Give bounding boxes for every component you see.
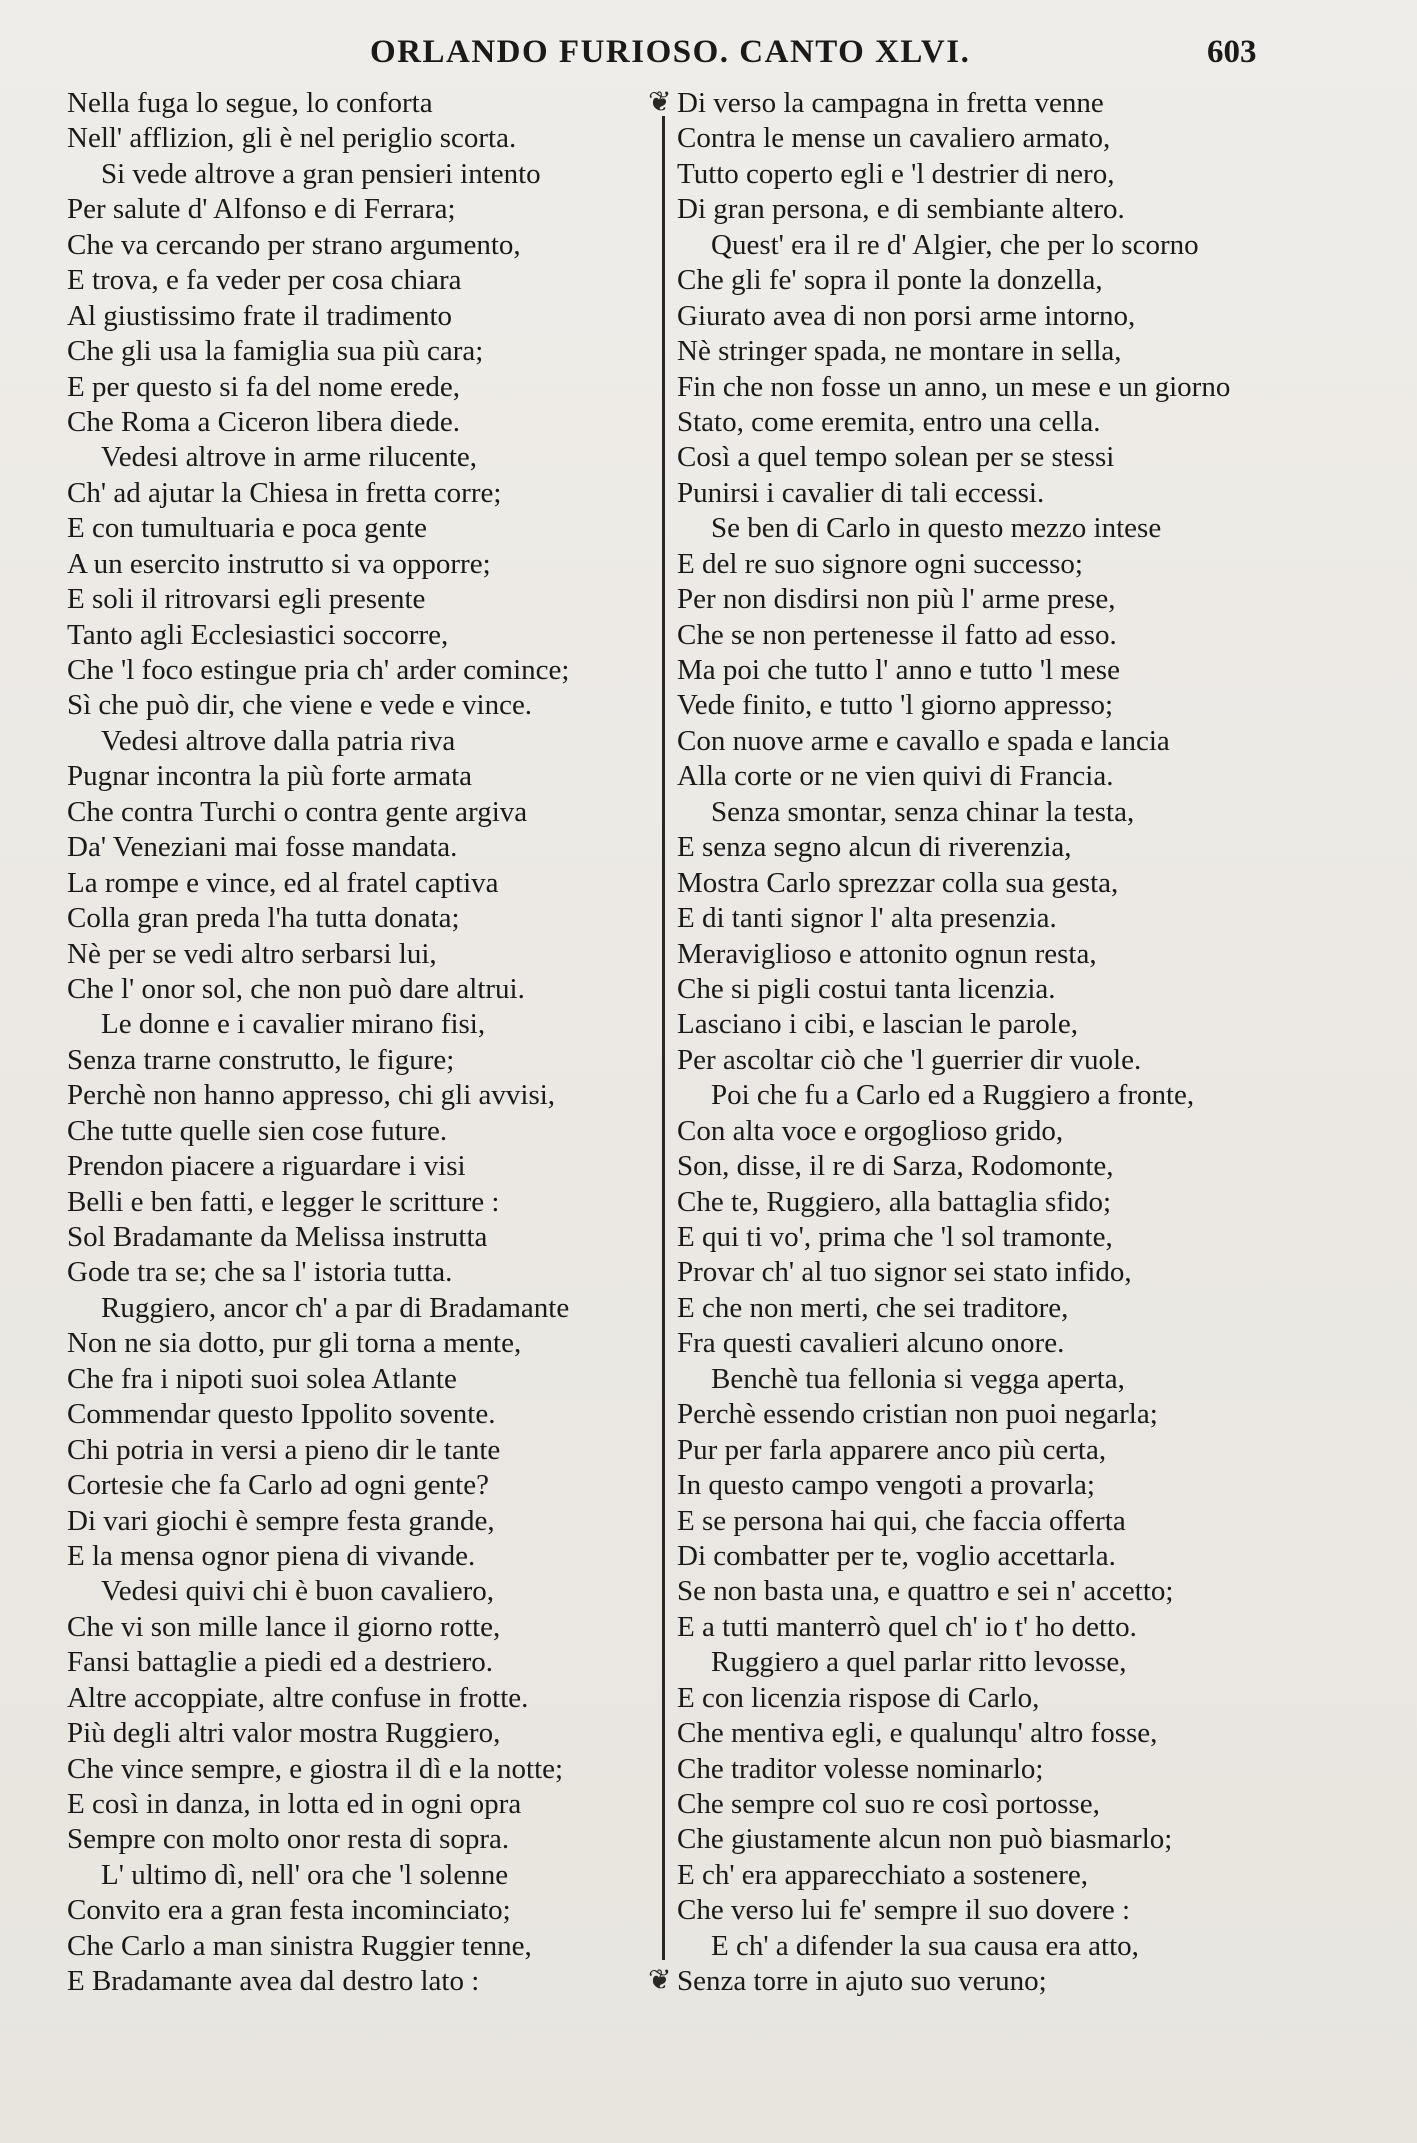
verse-line: Che gli usa la famiglia sua più cara;: [67, 335, 484, 368]
verse-line: Ma poi che tutto l' anno e tutto 'l mese: [677, 654, 1120, 686]
verse-line: Che 'l foco estingue pria ch' arder comince;: [67, 654, 570, 686]
verse-line: Sol Bradamante da Melissa instrutta: [67, 1221, 488, 1253]
verse-line: E trova, e fa veder per cosa chiara: [67, 264, 462, 297]
verse-line: Che mentiva egli, e qualunqu' altro fosse,: [677, 1717, 1158, 1750]
verse-line: Che sempre col suo re così portosse,: [677, 1788, 1100, 1820]
verse-line: Che fra i nipoti suoi solea Atlante: [67, 1362, 457, 1395]
verse-line: Che si pigli costui tanta licenzia.: [677, 972, 1056, 1005]
column-divider-rule: [662, 116, 665, 1960]
verse-line: Che Carlo a man sinistra Ruggier tenne,: [67, 1929, 532, 1962]
verse-line: Non ne sia dotto, pur gli torna a mente,: [67, 1327, 522, 1360]
verse-line: Vede finito, e tutto 'l giorno appresso;: [677, 689, 1114, 722]
verse-line: E con licenzia rispose di Carlo,: [677, 1681, 1040, 1714]
running-header: [0, 34, 1417, 80]
verse-line: Altre accoppiate, altre confuse in frotte.: [67, 1681, 529, 1714]
verse-line: Di vari giochi è sempre festa grande,: [67, 1504, 495, 1537]
page-number: 603: [1207, 34, 1257, 70]
verse-line: Che vince sempre, e giostra il dì e la notte;: [67, 1752, 564, 1785]
verse-line: Provar ch' al tuo signor sei stato infido,: [677, 1256, 1132, 1289]
verse-line: E che non merti, che sei traditore,: [677, 1291, 1069, 1324]
verse-line: Di verso la campagna in fretta venne: [677, 87, 1104, 119]
verse-line: Pur per farla apparere anco più certa,: [677, 1433, 1107, 1466]
verse-line: Mostra Carlo sprezzar colla sua gesta,: [677, 866, 1119, 899]
verse-line: Son, disse, il re di Sarza, Rodomonte,: [677, 1150, 1114, 1183]
verse-line: Che Roma a Ciceron libera diede.: [67, 405, 460, 438]
verse-line: Se ben di Carlo in questo mezzo intese: [711, 512, 1162, 545]
verse-line: Meraviglioso e attonito ognun resta,: [677, 937, 1097, 970]
verse-line: Più degli altri valor mostra Ruggiero,: [67, 1717, 501, 1750]
verse-line: Vedesi altrove dalla patria riva: [101, 724, 456, 757]
bottom-fleuron-icon: ❦: [648, 1965, 672, 1996]
verse-line: Tutto coperto egli e 'l destrier di nero,: [677, 157, 1115, 190]
verse-line: Nè stringer spada, ne montare in sella,: [677, 335, 1122, 368]
verse-line: Da' Veneziani mai fosse mandata.: [67, 831, 458, 864]
verse-line: Cortesie che fa Carlo ad ogni gente?: [67, 1469, 489, 1502]
verse-line: E senza segno alcun di riverenzia,: [677, 831, 1072, 864]
verse-line: Che te, Ruggiero, alla battaglia sfido;: [677, 1185, 1112, 1218]
verse-line: Convito era a gran festa incominciato;: [67, 1894, 511, 1927]
verse-line: Vedesi altrove in arme rilucente,: [101, 441, 478, 474]
verse-line: Stato, come eremita, entro una cella.: [677, 405, 1101, 438]
verse-line: E Bradamante avea dal destro lato :: [67, 1965, 480, 1998]
verse-line: E del re suo signore ogni successo;: [677, 547, 1083, 580]
verse-line: E con tumultuaria e poca gente: [67, 512, 427, 545]
verse-line: Se non basta una, e quattro e sei n' accetto;: [677, 1575, 1174, 1608]
verse-line: Quest' era il re d' Algier, che per lo scorno: [711, 228, 1199, 261]
verse-line: Senza torre in ajuto suo veruno;: [677, 1965, 1047, 1998]
verse-line: E soli il ritrovarsi egli presente: [67, 583, 426, 616]
verse-line: Senza trarne construtto, le figure;: [67, 1043, 455, 1076]
verse-line: Vedesi quivi chi è buon cavaliero,: [101, 1575, 494, 1608]
verse-line: Perchè essendo cristian non puoi negarla;: [677, 1398, 1158, 1431]
verse-line: Per salute d' Alfonso e di Ferrara;: [67, 193, 456, 226]
verse-line: Di combatter per te, voglio accettarla.: [677, 1539, 1116, 1572]
verse-line: L' ultimo dì, nell' ora che 'l solenne: [101, 1858, 509, 1891]
verse-line: Lasciano i cibi, e lascian le parole,: [677, 1008, 1078, 1041]
verse-line: Ruggiero a quel parlar ritto levosse,: [711, 1646, 1127, 1679]
verse-line: Nè per se vedi altro serbarsi lui,: [67, 937, 437, 970]
verse-line: Nella fuga lo segue, lo conforta: [67, 87, 433, 119]
verse-line: In questo campo vengoti a provarla;: [677, 1469, 1095, 1502]
verse-line: E ch' era apparecchiato a sostenere,: [677, 1858, 1088, 1891]
verse-line: Si vede altrove a gran pensieri intento: [101, 157, 541, 190]
running-title: ORLANDO FURIOSO. CANTO XLVI.: [370, 34, 971, 70]
verse-line: Così a quel tempo solean per se stessi: [677, 441, 1115, 474]
verse-line: Nell' afflizion, gli è nel periglio scorta.: [67, 122, 517, 155]
verse-line: Che vi son mille lance il giorno rotte,: [67, 1610, 501, 1643]
verse-line: Punirsi i cavalier di tali eccessi.: [677, 476, 1045, 509]
verse-line: Alla corte or ne vien quivi di Francia.: [677, 760, 1114, 793]
verse-line: Sempre con molto onor resta di sopra.: [67, 1823, 510, 1856]
left-text-column: [67, 86, 657, 2000]
verse-line: Contra le mense un cavaliero armato,: [677, 122, 1111, 155]
verse-line: E così in danza, in lotta ed in ogni opra: [67, 1788, 522, 1820]
verse-line: Che tutte quelle sien cose future.: [67, 1114, 448, 1147]
verse-line: Tanto agli Ecclesiastici soccorre,: [67, 618, 449, 651]
verse-line: Benchè tua fellonia si vegga aperta,: [711, 1362, 1125, 1395]
verse-line: A un esercito instrutto si va opporre;: [67, 547, 491, 580]
verse-line: Poi che fu a Carlo ed a Ruggiero a fronte,: [711, 1079, 1195, 1112]
verse-line: Belli e ben fatti, e legger le scritture :: [67, 1185, 500, 1218]
verse-line: La rompe e vince, ed al fratel captiva: [67, 866, 499, 899]
verse-line: Prendon piacere a riguardare i visi: [67, 1150, 466, 1183]
verse-line: Di gran persona, e di sembiante altero.: [677, 193, 1125, 226]
verse-line: Commendar questo Ippolito sovente.: [67, 1398, 496, 1431]
verse-line: E la mensa ognor piena di vivande.: [67, 1539, 476, 1572]
verse-line: Con nuove arme e cavallo e spada e lancia: [677, 724, 1170, 757]
verse-line: E per questo si fa del nome erede,: [67, 370, 460, 403]
verse-line: Che giustamente alcun non può biasmarlo;: [677, 1823, 1173, 1856]
verse-line: Sì che può dir, che viene e vede e vince.: [67, 689, 533, 722]
verse-line: E ch' a difender la sua causa era atto,: [711, 1929, 1139, 1962]
verse-line: Che va cercando per strano argumento,: [67, 228, 521, 261]
verse-line: Ruggiero, ancor ch' a par di Bradamante: [101, 1291, 570, 1324]
verse-line: Al giustissimo frate il tradimento: [67, 299, 453, 332]
verse-line: Pugnar incontra la più forte armata: [67, 760, 473, 793]
verse-line: Che se non pertenesse il fatto ad esso.: [677, 618, 1117, 651]
verse-line: Perchè non hanno appresso, chi gli avvisi,: [67, 1079, 556, 1112]
verse-line: E qui ti vo', prima che 'l sol tramonte,: [677, 1221, 1113, 1253]
verse-line: Ch' ad ajutar la Chiesa in fretta corre;: [67, 476, 502, 509]
verse-line: Con alta voce e orgoglioso grido,: [677, 1114, 1064, 1147]
verse-line: Senza smontar, senza chinar la testa,: [711, 795, 1135, 828]
verse-line: Fin che non fosse un anno, un mese e un giorno: [677, 370, 1231, 403]
top-fleuron-icon: ❦: [648, 87, 672, 118]
verse-line: Per non disdirsi non più l' arme prese,: [677, 583, 1116, 616]
verse-line: Che verso lui fe' sempre il suo dovere :: [677, 1894, 1130, 1927]
verse-line: E di tanti signor l' alta presenzia.: [677, 902, 1057, 935]
verse-line: Le donne e i cavalier mirano fisi,: [101, 1008, 486, 1041]
verse-line: Che traditor volesse nominarlo;: [677, 1752, 1044, 1785]
verse-line: Gode tra se; che sa l' istoria tutta.: [67, 1256, 453, 1289]
verse-line: Fansi battaglie a piedi ed a destriero.: [67, 1646, 493, 1679]
verse-line: Fra questi cavalieri alcuno onore.: [677, 1327, 1065, 1360]
verse-line: Per ascoltar ciò che 'l guerrier dir vuole.: [677, 1043, 1142, 1076]
verse-line: Chi potria in versi a pieno dir le tante: [67, 1433, 501, 1466]
verse-line: Giurato avea di non porsi arme intorno,: [677, 299, 1136, 332]
verse-line: Che l' onor sol, che non può dare altrui.: [67, 972, 525, 1005]
verse-line: Colla gran preda l'ha tutta donata;: [67, 902, 460, 935]
verse-line: Che gli fe' sopra il ponte la donzella,: [677, 264, 1103, 297]
verse-line: E se persona hai qui, che faccia offerta: [677, 1504, 1126, 1537]
verse-line: Che contra Turchi o contra gente argiva: [67, 795, 528, 828]
verse-line: E a tutti manterrò quel ch' io t' ho detto.: [677, 1610, 1137, 1643]
right-text-column: [677, 86, 1282, 2000]
